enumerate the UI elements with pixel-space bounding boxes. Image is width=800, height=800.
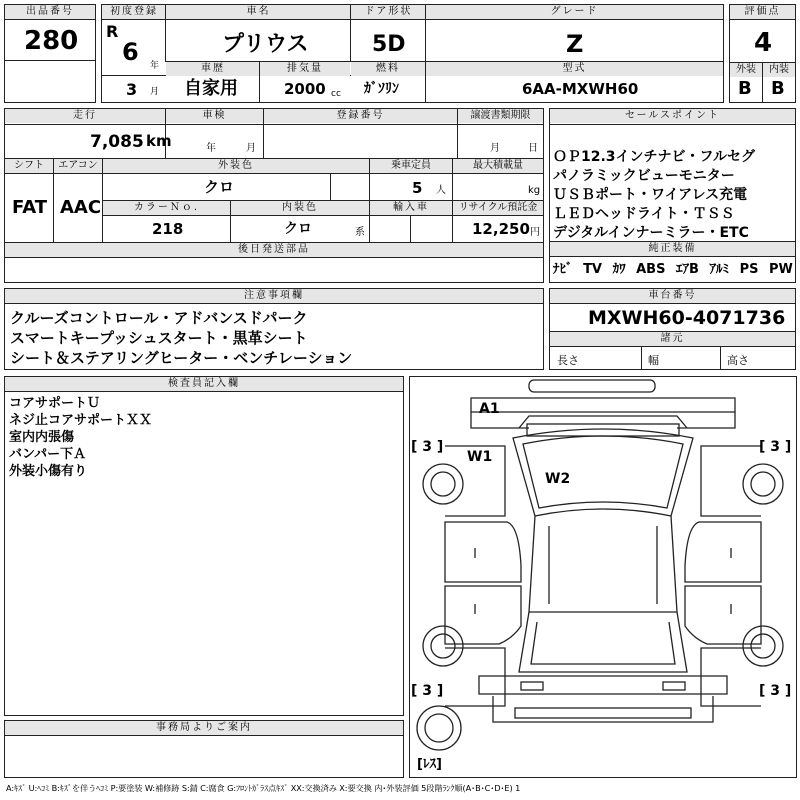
tire-front-left: [ 3 ] [411, 439, 444, 455]
score-header: 評価点 [730, 5, 795, 19]
inspector-note: 外装小傷有り [9, 464, 88, 479]
later-parts-header: 後日発送部品 [5, 243, 543, 257]
equipment-item: PW [769, 262, 793, 277]
inspector-note: コアサポートＵ [9, 396, 101, 411]
exterior-header: 外装 [730, 63, 762, 77]
office-header: 事務局よりご案内 [5, 721, 403, 735]
ext-color: クロ [204, 178, 235, 196]
capacity-unit: 人 [436, 185, 446, 196]
spare-tire-label: [ﾚｽ] [417, 757, 442, 772]
transfer-month-unit: 月 [490, 143, 500, 154]
load-unit: kg [528, 185, 541, 196]
score: 4 [754, 28, 773, 58]
transfer-day-unit: 日 [528, 143, 538, 154]
shift: FAT [12, 197, 48, 218]
equipment-item: ﾅﾋﾞ [553, 262, 573, 277]
model-type-header: 型式 [426, 62, 723, 76]
chassis-header: 車台番号 [550, 289, 795, 303]
sales-point: ＵＳＢポート・ワイアレス充電 [553, 187, 748, 203]
reg-month: 3 [126, 80, 138, 99]
import-header: 輸入車 [370, 201, 452, 215]
spec-length: 長さ [557, 354, 579, 367]
equipment-item: ｱﾙﾐ [709, 262, 730, 277]
car-outline-diagram [409, 376, 797, 778]
inspector-note: ネジ止コアサポートＸＸ [9, 413, 153, 428]
tire-rear-left: [ 3 ] [411, 683, 444, 699]
displacement-header: 排気量 [260, 62, 350, 76]
note-line: クルーズコントロール・アドバンスドパーク [10, 309, 308, 327]
chassis-no: MXWH60-4071736 [588, 307, 786, 329]
car-name: プリウス [222, 32, 309, 57]
first-reg-header: 初度登録 [102, 5, 166, 19]
notes-header: 注意事項欄 [5, 289, 543, 303]
fuel: ｶﾞｿﾘﾝ [364, 81, 399, 97]
reg-year-unit: 年 [150, 61, 160, 71]
reg-month-unit: 月 [150, 87, 160, 97]
sales-point: ＯＰ12.3インチナビ・フルセグ [553, 149, 755, 165]
equipment-header: 純正装備 [550, 242, 795, 256]
recycle-fee: 12,250 [472, 220, 530, 238]
reg-no-header: 登録番号 [264, 109, 457, 123]
inspector-notes-list [9, 395, 399, 480]
reg-year: 6 [122, 38, 139, 66]
lot-no-lower-box [4, 60, 96, 103]
equipment-item: ABS [636, 262, 666, 277]
capacity: 5 [412, 179, 423, 197]
spec-width: 幅 [648, 354, 659, 367]
recycle-header: リサイクル預託金 [453, 201, 543, 215]
grade: Z [566, 30, 584, 58]
car-diagram [409, 376, 797, 778]
notes-list [10, 308, 540, 368]
inspector-header: 検査員記入欄 [5, 377, 403, 391]
model-type: 6AA-MXWH60 [522, 80, 639, 98]
mileage-header: 走行 [5, 109, 165, 123]
spec-height: 高さ [727, 354, 749, 367]
tire-rear-right: [ 3 ] [759, 683, 792, 699]
era-letter: R [106, 22, 119, 41]
lot-no: 280 [24, 26, 79, 56]
inspection-header: 車検 [166, 109, 263, 123]
sales-point: パノラミックビューモニター [553, 168, 735, 184]
specs-header: 諸元 [550, 332, 795, 346]
inspection-year-unit: 年 [206, 143, 216, 154]
int-color: クロ [284, 221, 312, 237]
damage-mark-w1: W1 [467, 449, 493, 465]
grade-header: グレード [426, 5, 723, 19]
equipment-item: ｴｱB [676, 262, 699, 277]
equipment-list [553, 262, 793, 278]
aircon: AAC [60, 197, 102, 218]
sales-points-header: セールスポイント [550, 109, 795, 123]
sales-point: ＬＥＤヘッドライト・ＴＳＳ [553, 206, 735, 222]
max-load-header: 最大積載量 [453, 159, 543, 173]
ext-color-header: 外装色 [103, 159, 369, 173]
history-header: 車歴 [166, 62, 260, 76]
fuel-header: 燃料 [351, 62, 425, 76]
damage-mark-w2: W2 [545, 471, 571, 487]
color-no-header: カラーＮｏ. [103, 201, 230, 215]
equipment-item: ｶﾜ [612, 262, 626, 277]
equipment-item: TV [583, 262, 602, 277]
displacement-unit: cc [331, 89, 341, 99]
int-color-unit: 系 [355, 227, 365, 238]
aircon-header: エアコン [54, 159, 102, 173]
capacity-header: 乗車定員 [370, 159, 452, 173]
door-type: 5D [372, 32, 406, 57]
exterior-score: B [738, 78, 752, 99]
transfer-header: 譲渡書類期限 [458, 109, 543, 123]
sales-points-list [553, 148, 793, 243]
mileage-unit: km [146, 132, 172, 150]
inspection-month-unit: 月 [246, 143, 256, 154]
recycle-unit: 円 [530, 227, 540, 238]
displacement: 2000 [284, 80, 326, 98]
sales-point: デジタルインナーミラー・ETC [553, 225, 749, 241]
door-header: ドア形状 [351, 5, 426, 19]
mileage: 7,085 [90, 132, 144, 152]
tire-front-right: [ 3 ] [759, 439, 792, 455]
shift-header: シフト [5, 159, 53, 173]
interior-header: 内装 [763, 63, 795, 77]
int-color-header: 内装色 [231, 201, 369, 215]
inspector-note: 室内内張傷 [9, 430, 75, 445]
car-name-header: 車名 [166, 5, 351, 19]
lot-no-header: 出品番号 [5, 5, 95, 19]
inspector-note: バンパー下Ａ [9, 447, 87, 462]
history: 自家用 [184, 78, 238, 99]
damage-mark-a1: A1 [479, 401, 500, 417]
interior-score: B [771, 78, 785, 99]
note-line: スマートキープッシュスタート・黒革シート [10, 329, 308, 347]
equipment-item: PS [739, 262, 759, 277]
note-line: シート＆ステアリングヒーター・ベンチレーション [10, 349, 353, 367]
color-no: 218 [152, 220, 184, 238]
legend: A:ｷｽﾞ U:ﾍｺﾐ B:ｷｽﾞを伴うﾍｺﾐ P:要塗装 W:補修跡 S:錆 C:腐食 G:ﾌﾛﾝﾄｶﾞﾗｽ点ｷｽﾞ XX:交換済み X:要交換 内･外装評価 5段階ﾗﾝｸ順(A･B･C･D･E) 1 [6, 783, 521, 793]
